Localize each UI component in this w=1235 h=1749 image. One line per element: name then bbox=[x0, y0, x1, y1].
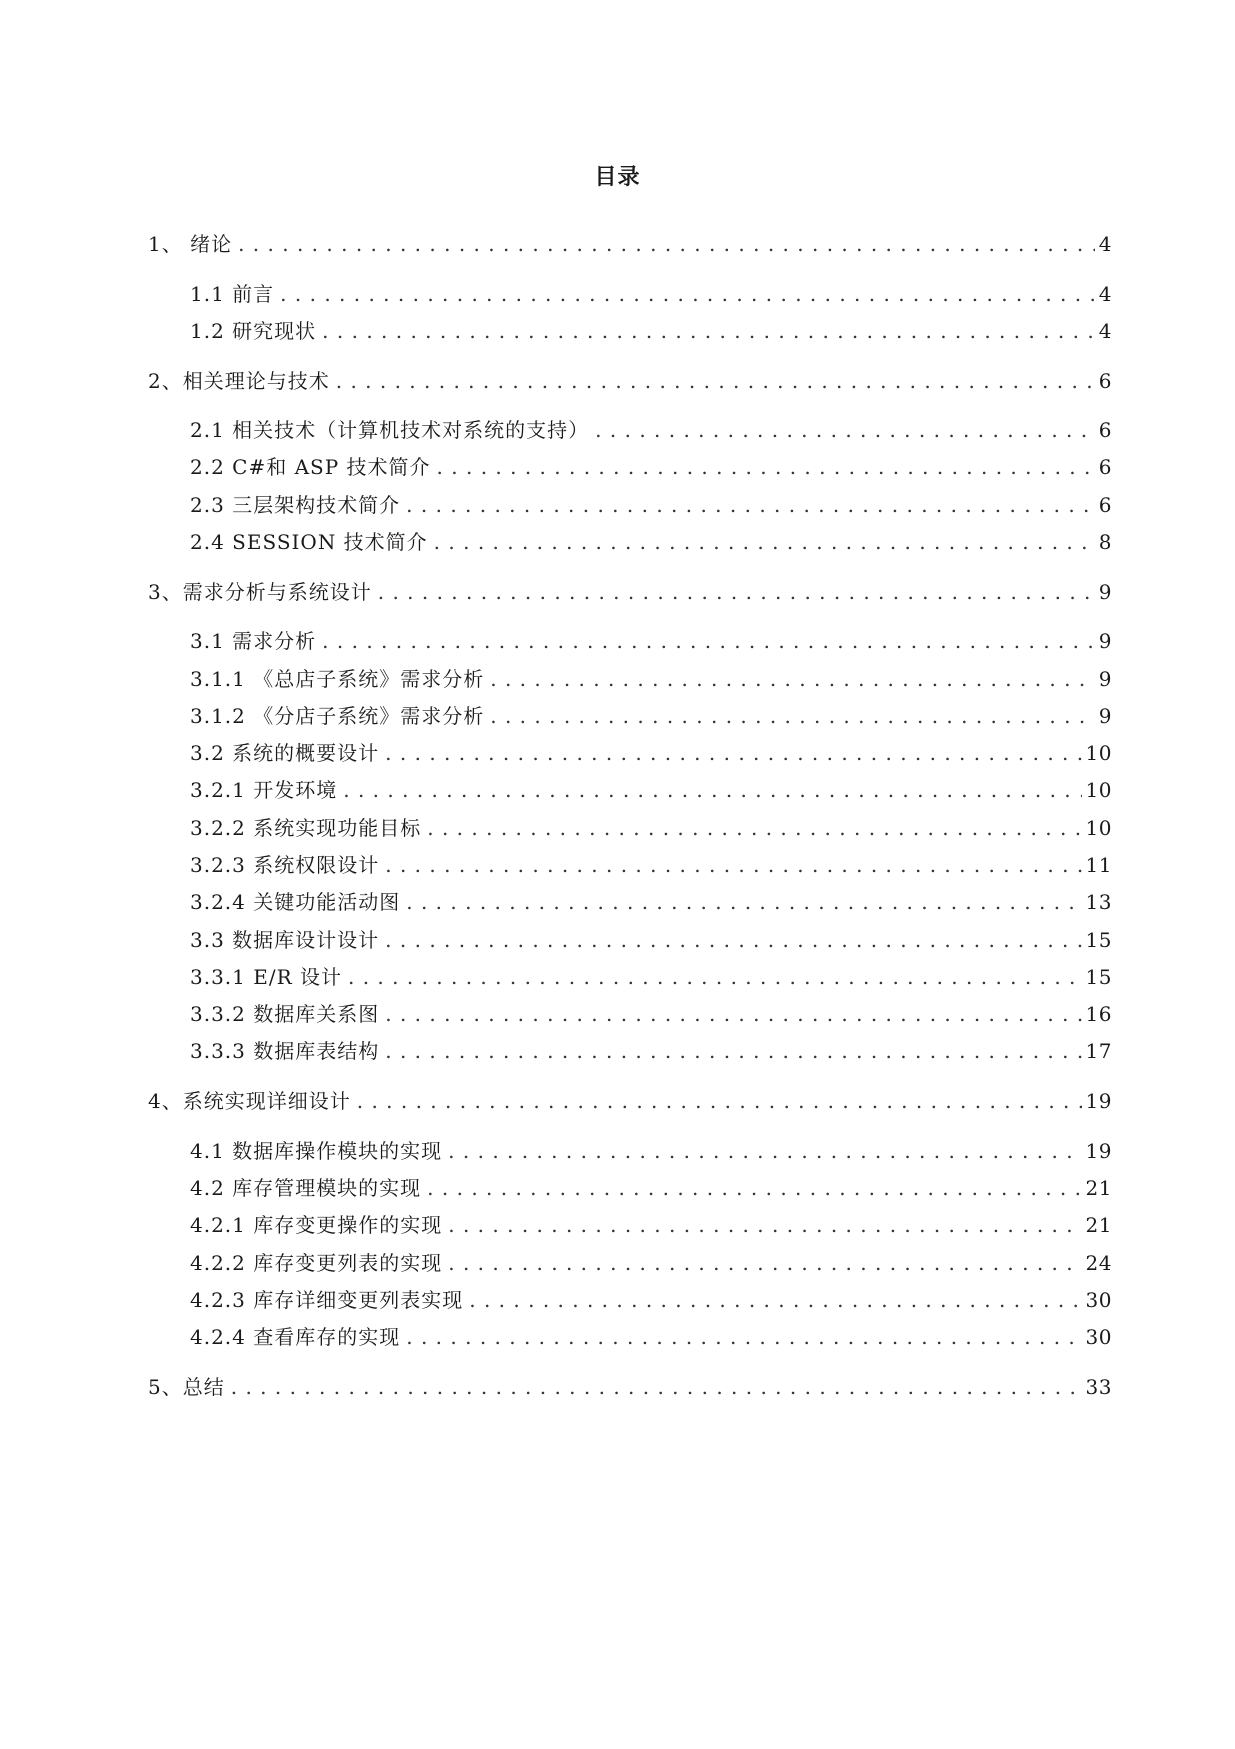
toc-entry-page: 30 bbox=[1085, 1325, 1112, 1349]
toc-entry-page: 15 bbox=[1085, 928, 1112, 952]
toc-entry-page: 9 bbox=[1098, 667, 1112, 691]
toc-entry-page: 11 bbox=[1085, 853, 1112, 877]
toc-entry-label: 3.3 数据库设计设计 bbox=[190, 928, 380, 952]
toc-entry-leader bbox=[385, 738, 1081, 768]
toc-entry-label: 1.2 研究现状 bbox=[190, 319, 317, 343]
toc-entry-leader bbox=[469, 1285, 1081, 1315]
toc-entry-page: 6 bbox=[1098, 418, 1112, 442]
toc-entry[interactable] bbox=[190, 925, 1112, 955]
toc-entry[interactable] bbox=[190, 738, 1112, 768]
toc-entry-label: 4.2.1 库存变更操作的实现 bbox=[190, 1213, 443, 1237]
toc-entry-page: 9 bbox=[1098, 580, 1112, 604]
toc-entry-page: 8 bbox=[1098, 530, 1112, 554]
toc-entry[interactable] bbox=[190, 316, 1112, 346]
toc-entry-page: 21 bbox=[1085, 1213, 1112, 1237]
toc-entry[interactable] bbox=[148, 1086, 1112, 1116]
toc-entry-leader bbox=[490, 701, 1095, 731]
toc-entry[interactable] bbox=[190, 527, 1112, 557]
toc-entry-page: 6 bbox=[1098, 493, 1112, 517]
toc-entry-leader bbox=[448, 1210, 1081, 1240]
toc-entry[interactable] bbox=[190, 962, 1112, 992]
toc-entry-page: 10 bbox=[1085, 741, 1112, 765]
toc-entry-leader bbox=[434, 527, 1095, 557]
toc-entry-label: 3.1 需求分析 bbox=[190, 629, 317, 653]
toc-entry-page: 30 bbox=[1085, 1288, 1112, 1312]
toc-entry-page: 19 bbox=[1085, 1089, 1112, 1113]
toc-entry-leader bbox=[322, 316, 1095, 346]
toc-entry-page: 6 bbox=[1098, 455, 1112, 479]
toc-entry-leader bbox=[378, 577, 1095, 607]
toc-entry-label: 3.2 系统的概要设计 bbox=[190, 741, 380, 765]
toc-entry[interactable] bbox=[190, 1173, 1112, 1203]
toc-entry-leader bbox=[406, 490, 1095, 520]
toc-entry[interactable] bbox=[148, 229, 1112, 259]
toc-entry-leader bbox=[448, 1248, 1081, 1278]
toc-entry-page: 9 bbox=[1098, 629, 1112, 653]
toc-entry-label: 3.1.1 《总店子系统》需求分析 bbox=[190, 667, 485, 691]
toc-entry-leader bbox=[437, 452, 1095, 482]
toc-entry[interactable] bbox=[190, 626, 1112, 656]
toc-entry-leader bbox=[238, 229, 1095, 259]
toc-entry-leader bbox=[322, 626, 1095, 656]
toc-entry-leader bbox=[385, 999, 1081, 1029]
toc-entry-leader bbox=[427, 1173, 1081, 1203]
toc-entry-label: 3.2.3 系统权限设计 bbox=[190, 853, 380, 877]
toc-entry-label: 3、需求分析与系统设计 bbox=[148, 580, 372, 604]
toc-entry-label: 4.2.2 库存变更列表的实现 bbox=[190, 1251, 443, 1275]
toc-entry[interactable] bbox=[190, 1248, 1112, 1278]
toc-entry[interactable] bbox=[190, 664, 1112, 694]
toc-entry-label: 1.1 前言 bbox=[190, 282, 275, 306]
toc-entry[interactable] bbox=[190, 279, 1112, 309]
toc-entry[interactable] bbox=[190, 701, 1112, 731]
toc-entry-leader bbox=[427, 813, 1081, 843]
toc-entry-label: 3.2.4 关键功能活动图 bbox=[190, 890, 401, 914]
toc-entry-label: 4.1 数据库操作模块的实现 bbox=[190, 1139, 443, 1163]
toc-entry-leader bbox=[385, 925, 1081, 955]
toc-entry-leader bbox=[280, 279, 1095, 309]
toc-entry-page: 6 bbox=[1098, 369, 1112, 393]
toc-entry-leader bbox=[406, 887, 1081, 917]
toc-entry[interactable] bbox=[190, 1136, 1112, 1166]
toc-entry-label: 3.3.3 数据库表结构 bbox=[190, 1039, 380, 1063]
toc-entry-leader bbox=[385, 850, 1081, 880]
toc-entry-label: 4.2 库存管理模块的实现 bbox=[190, 1176, 422, 1200]
toc-entry-page: 13 bbox=[1085, 890, 1112, 914]
toc-entry-leader bbox=[231, 1372, 1082, 1402]
toc-entry[interactable] bbox=[190, 813, 1112, 843]
toc-entry-label: 4、系统实现详细设计 bbox=[148, 1089, 351, 1113]
toc-entry-leader bbox=[406, 1322, 1081, 1352]
toc-entry[interactable] bbox=[148, 366, 1112, 396]
toc-entry-page: 16 bbox=[1085, 1002, 1112, 1026]
toc-entry-page: 21 bbox=[1085, 1176, 1112, 1200]
toc-entry-label: 3.3.2 数据库关系图 bbox=[190, 1002, 380, 1026]
toc-entry-label: 1、 绪论 bbox=[148, 232, 233, 256]
toc-entry-page: 10 bbox=[1085, 816, 1112, 840]
toc-entry-label: 5、总结 bbox=[148, 1375, 225, 1399]
toc-entry-leader bbox=[336, 366, 1095, 396]
toc-entry-page: 24 bbox=[1085, 1251, 1112, 1275]
toc-entry-label: 4.2.4 查看库存的实现 bbox=[190, 1325, 401, 1349]
toc-entry[interactable] bbox=[148, 1372, 1112, 1402]
toc-entry[interactable] bbox=[190, 1322, 1112, 1352]
toc-entry[interactable] bbox=[190, 887, 1112, 917]
toc-entry[interactable] bbox=[190, 490, 1112, 520]
toc-entry-page: 4 bbox=[1098, 232, 1112, 256]
toc-entry-leader bbox=[343, 775, 1081, 805]
toc-entry-label: 2、相关理论与技术 bbox=[148, 369, 330, 393]
toc-entry-label: 2.3 三层架构技术简介 bbox=[190, 493, 401, 517]
toc-entry-label: 2.1 相关技术（计算机技术对系统的支持） bbox=[190, 418, 590, 442]
toc-entry-label: 3.3.1 E/R 设计 bbox=[190, 965, 342, 989]
toc-entry[interactable] bbox=[148, 577, 1112, 607]
toc-entry-page: 17 bbox=[1085, 1039, 1112, 1063]
toc-entry-leader bbox=[348, 962, 1082, 992]
toc-entry-page: 4 bbox=[1098, 282, 1112, 306]
toc-entry-page: 19 bbox=[1085, 1139, 1112, 1163]
toc-entry-page: 15 bbox=[1085, 965, 1112, 989]
toc-entry[interactable] bbox=[190, 1036, 1112, 1066]
toc-entry[interactable] bbox=[190, 415, 1112, 445]
toc-entry-leader bbox=[357, 1086, 1082, 1116]
toc-entry-leader bbox=[385, 1036, 1081, 1066]
toc-entry[interactable] bbox=[190, 1210, 1112, 1240]
toc-entry-leader bbox=[595, 415, 1095, 445]
toc-entry-page: 9 bbox=[1098, 704, 1112, 728]
toc-entry[interactable] bbox=[190, 850, 1112, 880]
toc-entry[interactable] bbox=[190, 452, 1112, 482]
toc-entry-leader bbox=[490, 664, 1095, 694]
toc-entry[interactable] bbox=[190, 1285, 1112, 1315]
toc-entry[interactable] bbox=[190, 999, 1112, 1029]
toc-entry-label: 3.1.2 《分店子系统》需求分析 bbox=[190, 704, 485, 728]
toc-entry-label: 3.2.2 系统实现功能目标 bbox=[190, 816, 422, 840]
toc-entry-page: 33 bbox=[1085, 1375, 1112, 1399]
toc-entry[interactable] bbox=[190, 775, 1112, 805]
toc-entry-label: 2.4 SESSION 技术简介 bbox=[190, 530, 428, 554]
toc-entry-page: 4 bbox=[1098, 319, 1112, 343]
toc-entry-leader bbox=[448, 1136, 1081, 1166]
toc-entry-label: 4.2.3 库存详细变更列表实现 bbox=[190, 1288, 464, 1312]
toc-entry-label: 2.2 C#和 ASP 技术简介 bbox=[190, 455, 431, 479]
toc-title: 目录 bbox=[594, 164, 641, 190]
toc-entry-page: 10 bbox=[1085, 778, 1112, 802]
toc-entry-label: 3.2.1 开发环境 bbox=[190, 778, 338, 802]
